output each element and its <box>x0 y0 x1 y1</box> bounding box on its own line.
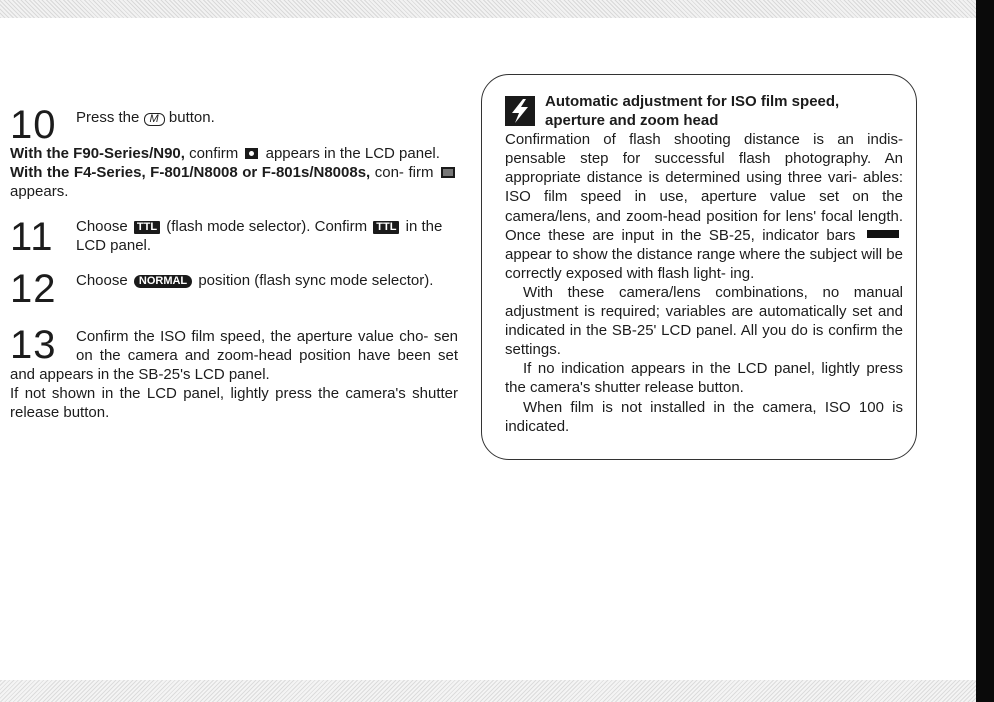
mode-icon <box>441 167 455 178</box>
flash-icon <box>505 96 535 126</box>
step-text: (flash mode selector). Confirm <box>166 218 368 235</box>
note-text: appear to show the distance range where the subject will be correctly exposed with flash light- ing. <box>505 245 903 282</box>
step-number: 12 <box>10 267 57 311</box>
step-number: 11 <box>10 215 54 259</box>
step-text: If not shown in the LCD panel, lightly press the camera's shutter release button. <box>10 385 458 421</box>
instructions-column <box>10 104 458 422</box>
page-edge-shadow <box>976 0 994 702</box>
mode-button-icon: M <box>144 113 165 126</box>
step-text: Press the <box>76 109 140 126</box>
step-10 <box>10 103 458 147</box>
note-paragraph: With these camera/lens combinations, no manual adjustment is required; variables are automatically set and indicated in the SB-25' LCD panel. All you do is confirm the settings. <box>505 283 903 359</box>
note-content <box>505 92 903 436</box>
note-paragraph: If no indication appears in the LCD panel, lightly press the camera's shutter release button. <box>505 360 903 397</box>
step-text: Choose <box>76 218 128 235</box>
step-text: Choose <box>76 272 128 289</box>
note-text: Confirmation of flash shooting distance is an indis- pensable step for successful flash photography. An appropriate distance is determined using three vari- ables: ISO film speed in use, aperture value set on the camera/lens, and zoom-head position for lens' focal length. Once these are input in the SB-25, indicator bars <box>505 131 903 244</box>
note-body <box>505 130 903 436</box>
step-12 <box>10 267 458 311</box>
note-title-line1: Automatic adjustment for ISO film speed, <box>545 93 840 110</box>
note-paragraph <box>505 130 903 283</box>
scan-noise-bottom <box>0 680 994 702</box>
normal-sync-icon: NORMAL <box>134 275 192 288</box>
f90-paragraph <box>10 144 458 163</box>
step-13 <box>10 324 458 422</box>
paragraph-text: con- firm <box>374 164 434 181</box>
note-paragraph: When film is not installed in the camera, ISO 100 is indicated. <box>505 398 903 435</box>
model-label: With the F4-Series, F-801/N8008 or F-801s/N8008s, <box>10 164 371 181</box>
ttl-lcd-icon: TTL <box>373 221 399 234</box>
step-11 <box>10 215 458 259</box>
paragraph-text: appears. <box>10 183 69 200</box>
paragraph-text: appears in the LCD panel. <box>265 145 440 162</box>
ttl-selector-icon: TTL <box>134 221 160 234</box>
indicator-bar-icon <box>867 230 899 238</box>
model-label: With the F90-Series/N90, <box>10 145 185 162</box>
step-text: position (flash sync mode selector). <box>198 272 434 289</box>
step-text: Confirm the ISO film speed, the aperture value cho- sen on the camera and zoom-head position have been set and appears in the SB-25's LCD panel. <box>10 328 458 383</box>
note-title-line2: aperture and zoom head <box>545 112 719 130</box>
step-text: in the LCD panel. <box>76 218 443 254</box>
step-number: 13 <box>10 323 57 367</box>
sensor-icon <box>245 148 258 159</box>
step-text: button. <box>168 109 215 126</box>
scan-noise-top <box>0 0 994 18</box>
f4-paragraph <box>10 163 458 201</box>
paragraph-text: confirm <box>189 145 239 162</box>
step-number: 10 <box>10 103 57 147</box>
note-header <box>505 92 903 130</box>
